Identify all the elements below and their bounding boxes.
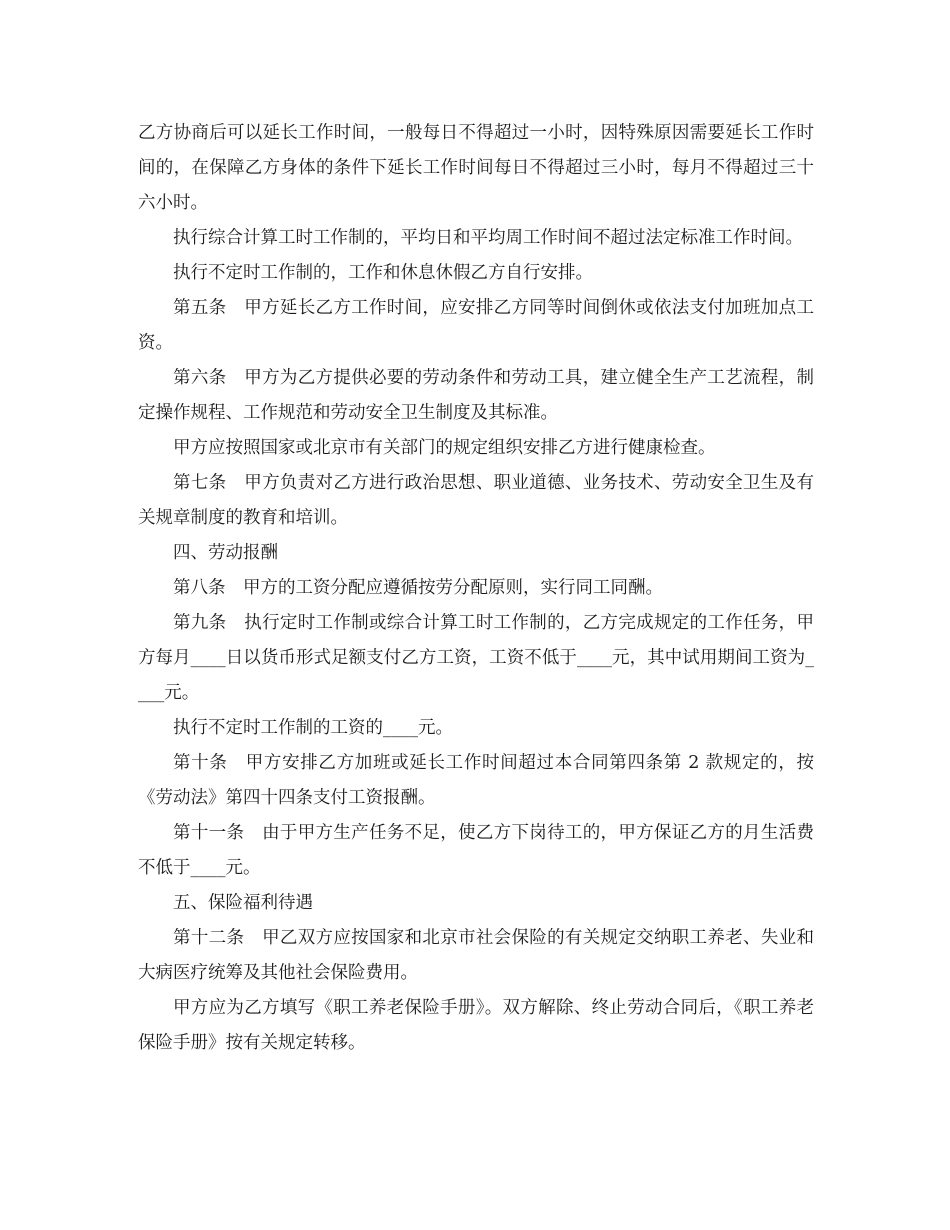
paragraph-pension-handbook: 甲方应为乙方填写《职工养老保险手册》。双方解除、终止劳动合同后，《职工养老保险手册》按有关规定转移。 <box>138 998 814 1053</box>
document-body <box>138 116 814 1061</box>
section-heading-insurance: 五、保险福利待遇 <box>173 893 313 913</box>
article-5: 第五条 甲方延长乙方工作时间，应安排乙方同等时间倒休或依法支付加班加点工资。 <box>138 298 814 353</box>
article-10: 第十条 甲方安排乙方加班或延长工作时间超过本合同第四条第 2 款规定的，按《劳动法》第四十四条支付工资报酬。 <box>138 753 814 808</box>
article-6: 第六条 甲方为乙方提供必要的劳动条件和劳动工具，建立健全生产工艺流程，制定操作规程、工作规范和劳动安全卫生制度及其标准。 <box>138 368 814 423</box>
paragraph-health-check: 甲方应按照国家或北京市有关部门的规定组织安排乙方进行健康检查。 <box>173 438 716 458</box>
section-heading-labor-pay: 四、劳动报酬 <box>173 543 278 563</box>
paragraph-2: 执行综合计算工时工作制的，平均日和平均周工作时间不超过法定标准工作时间。 <box>173 228 803 248</box>
article-12: 第十二条 甲乙双方应按国家和北京市社会保险的有关规定交纳职工养老、失业和大病医疗统筹及其他社会保险费用。 <box>138 928 814 983</box>
paragraph-irregular-wage: 执行不定时工作制的工资的____元。 <box>173 718 453 738</box>
paragraph-3: 执行不定时工作制的，工作和休息休假乙方自行安排。 <box>173 263 593 283</box>
article-11: 第十一条 由于甲方生产任务不足，使乙方下岗待工的，甲方保证乙方的月生活费不低于____元。 <box>138 823 814 878</box>
article-7: 第七条 甲方负责对乙方进行政治思想、职业道德、业务技术、劳动安全卫生及有关规章制度的教育和培训。 <box>138 473 814 528</box>
article-8: 第八条 甲方的工资分配应遵循按劳分配原则，实行同工同酬。 <box>173 578 663 598</box>
paragraph-1: 乙方协商后可以延长工作时间，一般每日不得超过一小时，因特殊原因需要延长工作时间的，在保障乙方身体的条件下延长工作时间每日不得超过三小时，每月不得超过三十六小时。 <box>138 123 814 213</box>
article-9: 第九条 执行定时工作制或综合计算工时工作制的，乙方完成规定的工作任务，甲方每月____日以货币形式足额支付乙方工资，工资不低于____元，其中试用期间工资为____元。 <box>138 613 814 703</box>
